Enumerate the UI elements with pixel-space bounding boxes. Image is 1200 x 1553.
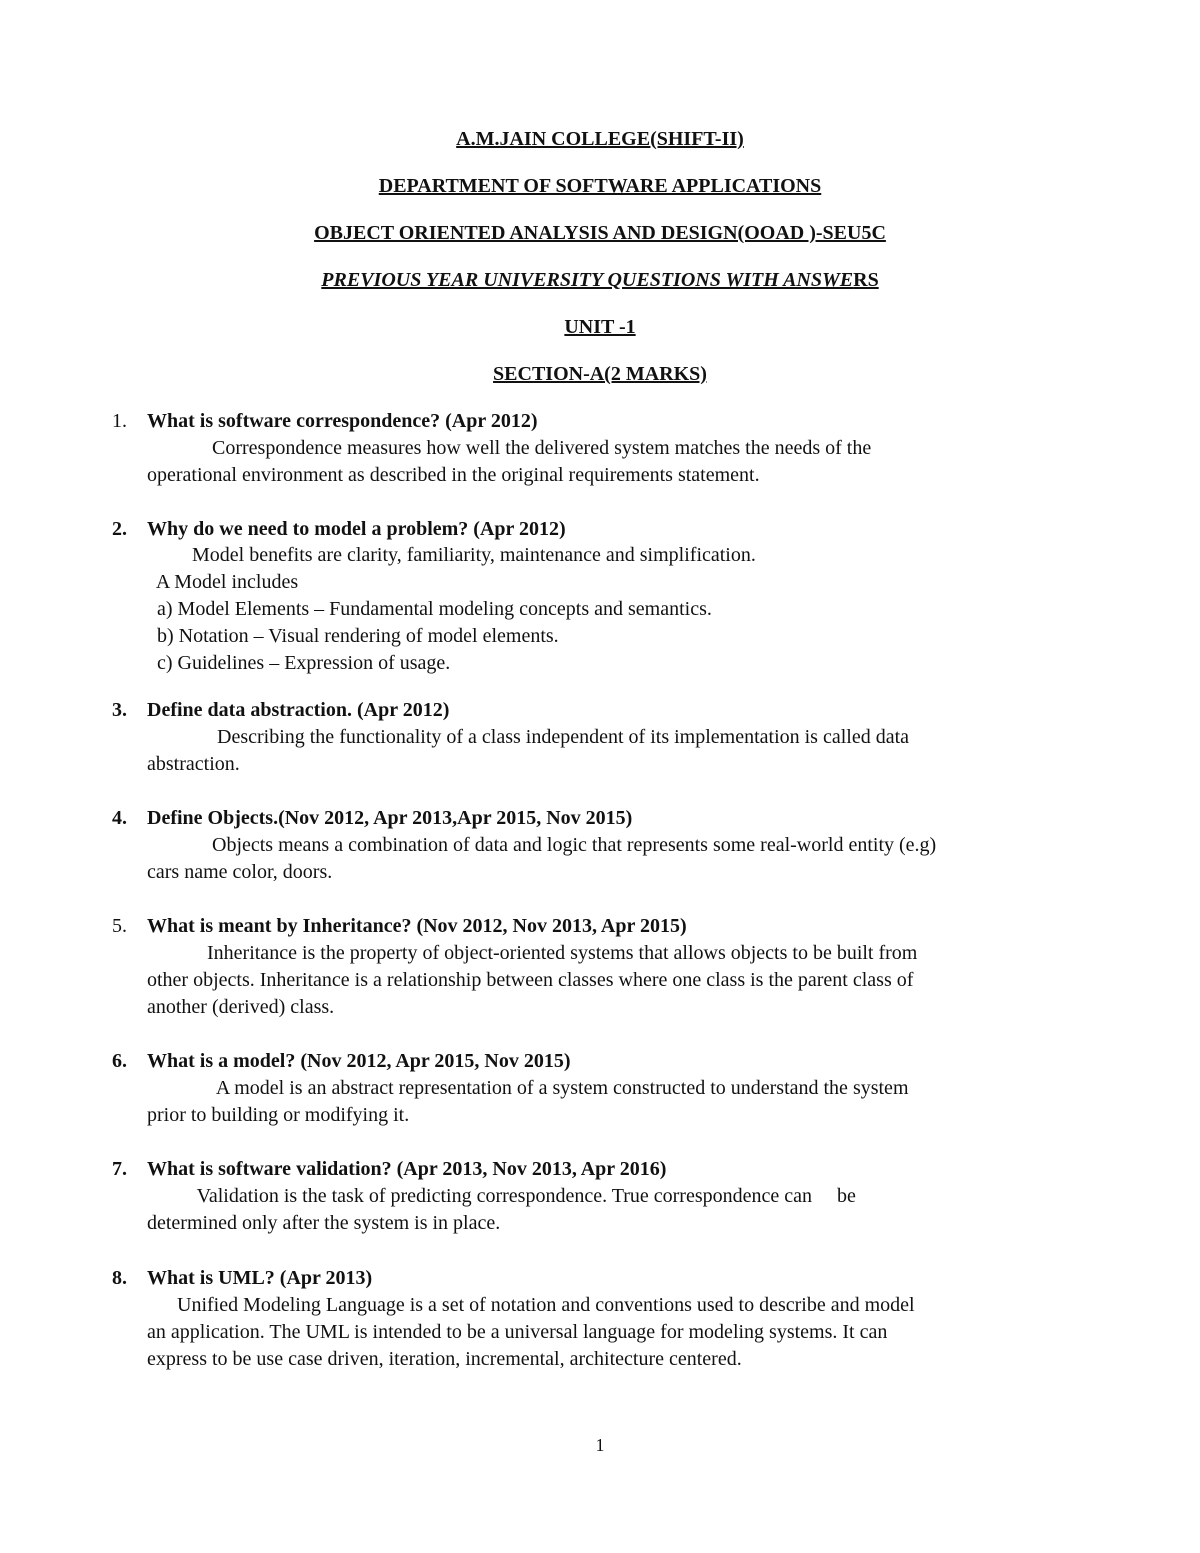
unit-title: UNIT -1: [564, 316, 636, 338]
section-title: SECTION-A(2 MARKS): [493, 363, 707, 385]
question-number: 5.: [112, 915, 127, 937]
question-answer: [147, 1292, 1067, 1373]
answer-line: express to be use case driven, iteration, incremental, architecture centered.: [147, 1348, 742, 1370]
question-number: 3.: [112, 699, 127, 721]
question-title: Why do we need to model a problem? (Apr 2012): [147, 518, 566, 540]
answer-line: Validation is the task of predicting correspondence. True correspondence can be: [147, 1185, 856, 1207]
answer-line: c) Guidelines – Expression of usage.: [147, 652, 451, 674]
question-title: Define data abstraction. (Apr 2012): [147, 699, 450, 721]
answer-line: Correspondence measures how well the delivered system matches the needs of the: [147, 437, 872, 459]
question-number: 6.: [112, 1050, 127, 1072]
answer-line: Inheritance is the property of object-oriented systems that allows objects to be built from: [147, 942, 918, 964]
answer-line: A Model includes: [147, 571, 299, 593]
document-subtitle: [0, 268, 1200, 292]
question-title: What is a model? (Nov 2012, Apr 2015, Nov 2015): [147, 1050, 571, 1072]
answer-line: Objects means a combination of data and logic that represents some real-world entity (e.g): [147, 834, 937, 856]
college-name: A.M.JAIN COLLEGE(SHIFT-II): [456, 128, 744, 150]
question-title: Define Objects.(Nov 2012, Apr 2013,Apr 2015, Nov 2015): [147, 807, 633, 829]
answer-line: prior to building or modifying it.: [147, 1104, 410, 1126]
subtitle-italic-part: PREVIOUS YEAR UNIVERSITY QUESTIONS WITH ANSWE: [321, 269, 854, 291]
question-title: What is meant by Inheritance? (Nov 2012, Nov 2013, Apr 2015): [147, 915, 687, 937]
question-answer: [147, 435, 1067, 489]
question-answer: [147, 542, 1067, 677]
question-title: What is software validation? (Apr 2013, Nov 2013, Apr 2016): [147, 1158, 667, 1180]
answer-line: abstraction.: [147, 753, 240, 775]
question-answer: [147, 1183, 1067, 1237]
answer-line: cars name color, doors.: [147, 861, 333, 883]
answer-line: determined only after the system is in place.: [147, 1212, 501, 1234]
answer-line: operational environment as described in the original requirements statement.: [147, 464, 760, 486]
course-title: OBJECT ORIENTED ANALYSIS AND DESIGN(OOAD )-SEU5C: [314, 222, 886, 244]
question-number: 1.: [112, 410, 127, 432]
answer-line: A model is an abstract representation of a system constructed to understand the system: [147, 1077, 909, 1099]
answer-line: Unified Modeling Language is a set of notation and conventions used to describe and model: [147, 1294, 915, 1316]
question-answer: [147, 1075, 1067, 1129]
question-answer: [147, 940, 1067, 1021]
answer-line: Model benefits are clarity, familiarity, maintenance and simplification.: [147, 544, 756, 566]
question-title: What is UML? (Apr 2013): [147, 1267, 373, 1289]
answer-line: other objects. Inheritance is a relationship between classes where one class is the parent class of: [147, 969, 914, 991]
answer-line: another (derived) class.: [147, 996, 335, 1018]
question-number: 4.: [112, 807, 127, 829]
answer-line: Describing the functionality of a class independent of its implementation is called data: [147, 726, 910, 748]
question-answer: [147, 724, 1067, 778]
department-title: DEPARTMENT OF SOFTWARE APPLICATIONS: [378, 175, 822, 197]
subtitle-tail-part: RS: [853, 269, 879, 291]
answer-line: an application. The UML is intended to be a universal language for modeling systems. It can: [147, 1321, 888, 1343]
answer-line: b) Notation – Visual rendering of model elements.: [147, 625, 559, 647]
question-number: 8.: [112, 1267, 127, 1289]
page-number: 1: [595, 1435, 605, 1455]
question-number: 7.: [112, 1158, 127, 1180]
question-answer: [147, 832, 1067, 886]
question-number: 2.: [112, 518, 127, 540]
answer-line: a) Model Elements – Fundamental modeling concepts and semantics.: [147, 598, 712, 620]
question-title: What is software correspondence? (Apr 2012): [147, 410, 538, 432]
